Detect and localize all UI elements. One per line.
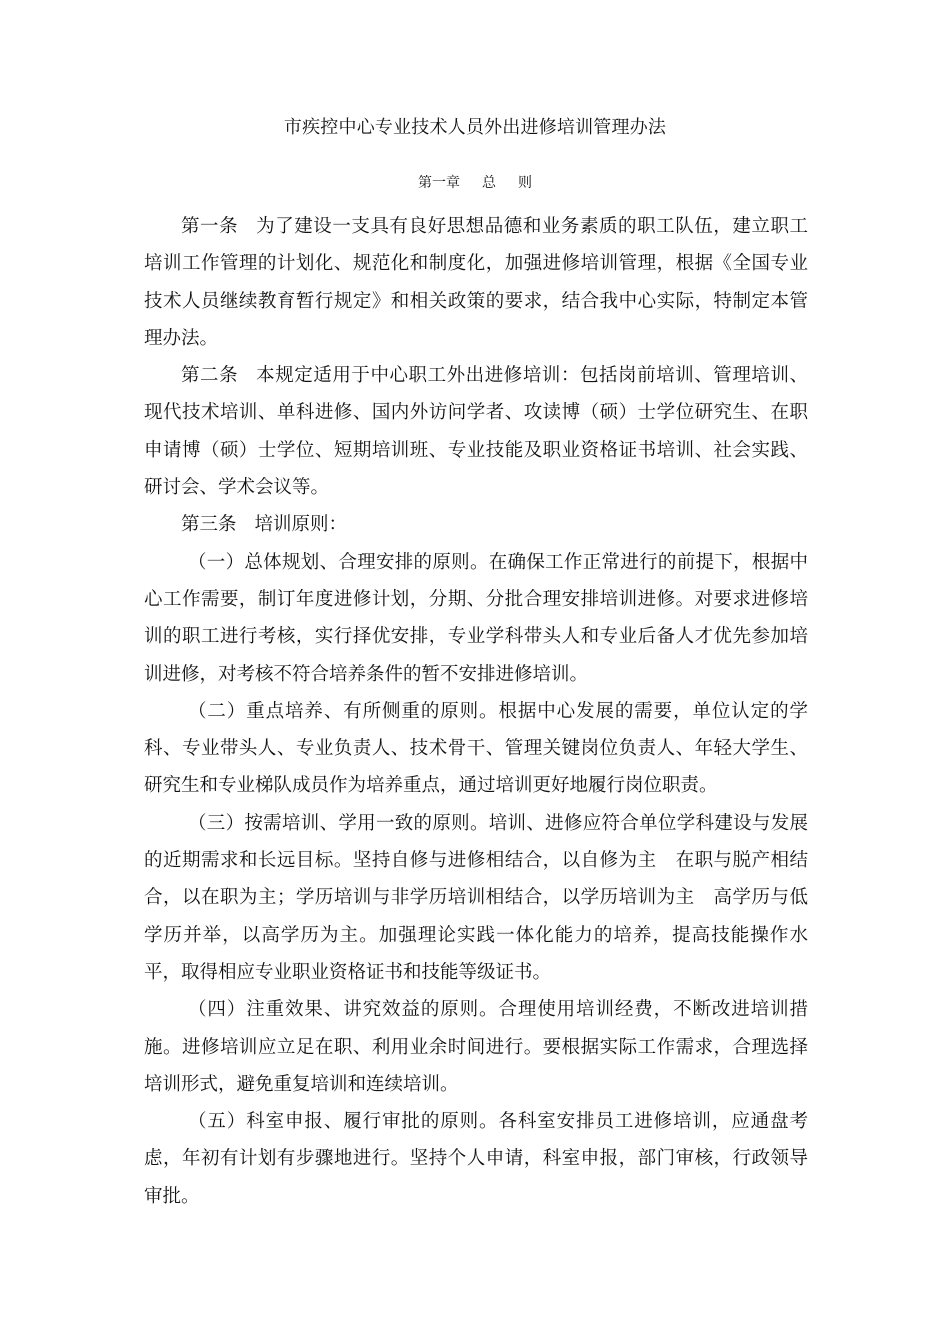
- chapter-name-part1: 总: [482, 175, 496, 191]
- article-2: [144, 357, 808, 506]
- article-label: 第三条: [181, 514, 237, 536]
- principle-item: （二）重点培养、有所侧重的原则。根据中心发展的需要，单位认定的学科、专业带头人、专业负责人、技术骨干、管理关键岗位负责人、年轻大学生、研究生和专业梯队成员作为培养重点，通过培训更好地履行岗位职责。: [144, 700, 808, 797]
- document-title: 市疾控中心专业技术人员外出进修培训管理办法: [283, 117, 667, 138]
- document-body: [144, 208, 808, 1215]
- article-1: [144, 208, 808, 357]
- chapter-number: 第一章: [418, 175, 460, 191]
- article-3: [144, 506, 808, 543]
- article-text: 培训原则：: [254, 514, 348, 536]
- principle-item: （三）按需培训、学用一致的原则。培训、进修应符合单位学科建设与发展的近期需求和长远目标。坚持自修与进修相结合，以自修为主 在职与脱产相结合，以在职为主；学历培训与非学历培训相结合，以学历培训为主 高学历与低学历并举，以高学历为主。加强理论实践一体化能力的培养，提高技能操作水平，取得相应专业职业资格证书和技能等级证书。: [144, 812, 808, 983]
- chapter-name-part2: 则: [518, 175, 532, 191]
- principle-item: （五）科室申报、履行审批的原则。各科室安排员工进修培训，应通盘考虑，年初有计划有步骤地进行。坚持个人申请，科室申报，部门审核，行政领导审批。: [144, 1111, 808, 1207]
- chapter-heading: [0, 173, 950, 193]
- principle-item: （一）总体规划、合理安排的原则。在确保工作正常进行的前提下，根据中心工作需要，制订年度进修计划，分期、分批合理安排培训进修。对要求进修培训的职工进行考核，实行择优安排，专业学科带头人和专业后备人才优先参加培训进修，对考核不符合培养条件的暂不安排进修培训。: [144, 551, 808, 685]
- principle-item: （四）注重效果、讲究效益的原则。合理使用培训经费，不断改进培训措施。进修培训应立足在职、利用业余时间进行。要根据实际工作需求，合理选择培训形式，避免重复培训和连续培训。: [144, 999, 808, 1095]
- article-text: 为了建设一支具有良好思想品德和业务素质的职工队伍，建立职工培训工作管理的计划化、规范化和制度化，加强进修培训管理，根据《全国专业技术人员继续教育暂行规定》和相关政策的要求，结合我中心实际，特制定本管理办法。: [144, 216, 808, 349]
- article-label: 第一条: [181, 216, 239, 237]
- article-label: 第二条: [181, 365, 239, 387]
- article-text: 本规定适用于中心职工外出进修培训：包括岗前培训、管理培训、现代技术培训、单科进修、国内外访问学者、攻读博（硕）士学位研究生、在职申请博（硕）士学位、短期培训班、专业技能及职业资格证书培训、社会实践、研讨会、学术会议等。: [144, 365, 808, 499]
